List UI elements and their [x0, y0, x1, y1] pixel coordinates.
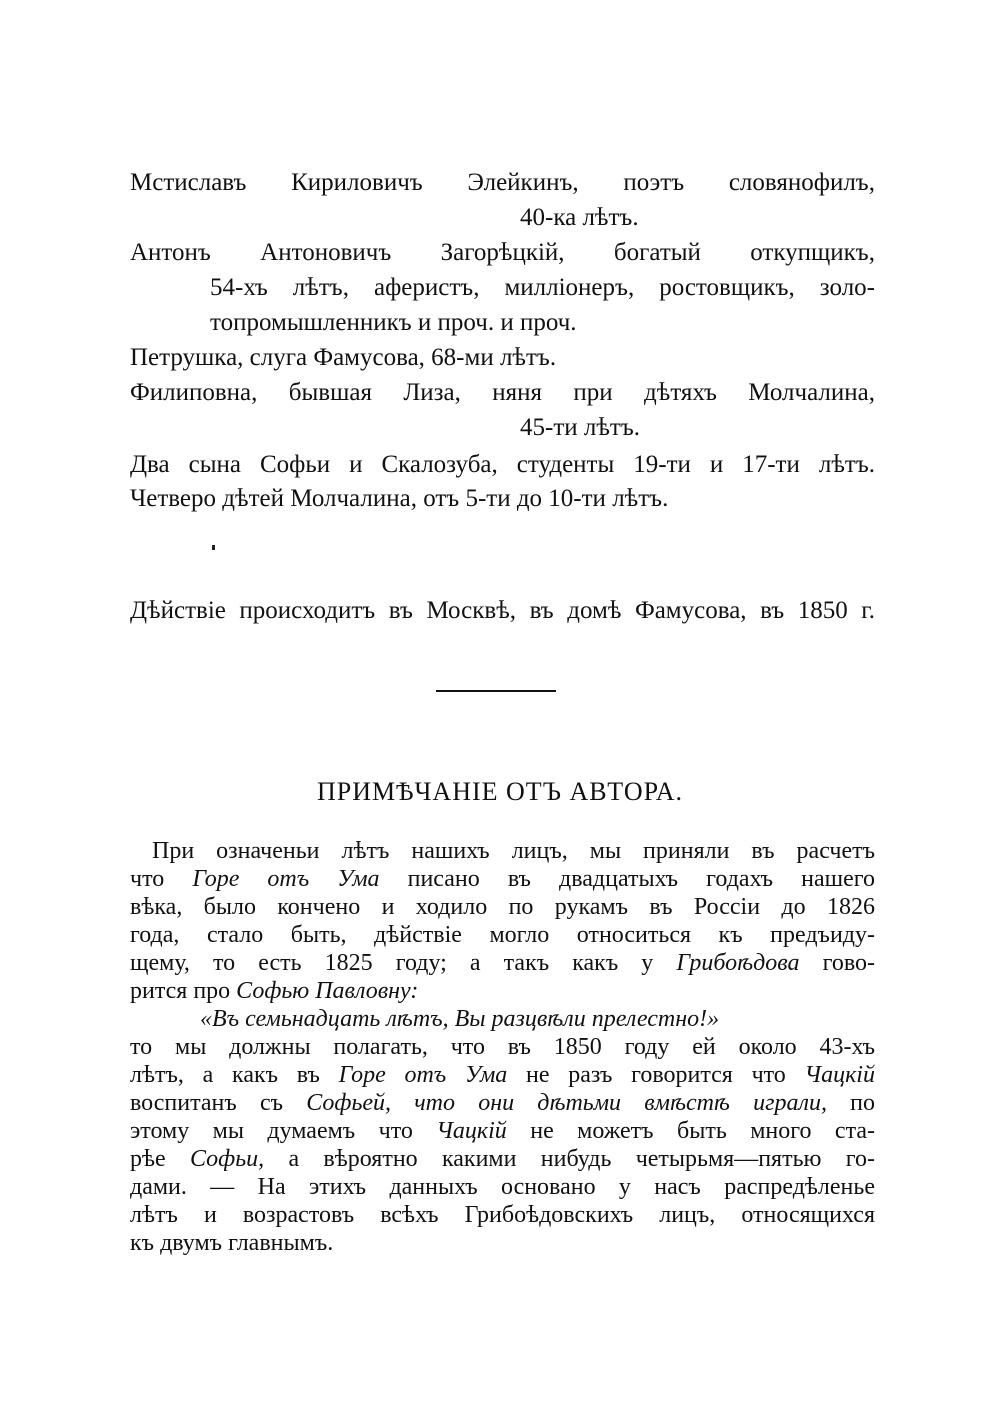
cast-anton-line1: Антонъ Антоновичъ Загорѣцкій, богатый откупщикъ, — [130, 239, 875, 266]
italic-name: Софью Павловну: — [236, 978, 419, 1004]
note-line-1: При означеньи лѣтъ нашихъ лицъ, мы приняли въ расчетъ — [152, 838, 875, 864]
stray-mark — [212, 545, 215, 550]
note-quote: «Въ семьнадцать лѣтъ, Вы разцвѣли прелестно!» — [200, 1006, 720, 1032]
cast-mstislav-line1: Мстиславъ Кириловичъ Элейкинъ, поэтъ словянофилъ, — [130, 169, 875, 196]
note-line-5: щему, то есть 1825 году; а такъ какъ у Грибоѣдова гово- — [130, 950, 876, 976]
note-heading: ПРИМѢЧАНІЕ ОТЪ АВТОРА. — [316, 777, 684, 806]
note-line-13: дами. — На этихъ данныхъ основано у насъ распредѣленье — [130, 1174, 875, 1200]
note-line-10: воспитанъ съ Софьей, что они дѣтьми вмѣстѣ играли, по — [130, 1090, 876, 1116]
cast-children: Четверо дѣтей Молчалина, отъ 5-ти до 10-ти лѣтъ. — [130, 485, 669, 512]
setting-line: Дѣйствіе происходитъ въ Москвѣ, въ домѣ Фамусова, въ 1850 г. — [130, 597, 875, 624]
note-line-3: вѣка, было кончено и ходило по рукамъ въ Россіи до 1826 — [130, 894, 875, 920]
cast-anton-line2: 54-хъ лѣтъ, аферистъ, милліонеръ, ростовщикъ, золо- — [210, 274, 875, 301]
cast-sons: Два сына Софьи и Скалозуба, студенты 19-ти и 17-ти лѣтъ. — [130, 451, 875, 478]
note-line-8: то мы должны полагать, что въ 1850 году ей около 43-хъ — [130, 1034, 875, 1060]
note-line-4: года, стало быть, дѣйствіе могло относиться къ предъиду- — [130, 922, 875, 948]
italic-title: Горе отъ Ума — [192, 866, 380, 892]
cast-filipovna-line1: Филиповна, бывшая Лиза, няня при дѣтяхъ Молчалина, — [130, 379, 875, 406]
italic-author: Грибоѣдова — [676, 950, 800, 976]
note-line-9: лѣтъ, а какъ въ Горе отъ Ума не разъ говорится что Чацкій — [130, 1062, 875, 1088]
note-line-12: рѣе Софьи, а вѣроятно какими нибудь четырьмя—пятью го- — [130, 1146, 875, 1172]
note-line-2: что Горе отъ Ума писано въ двадцатыхъ годахъ нашего — [130, 866, 876, 892]
cast-filipovna-line2: 45-ти лѣтъ. — [520, 414, 641, 441]
note-line-14: лѣтъ и возрастовъ всѣхъ Грибоѣдовскихъ лицъ, относящихся — [130, 1202, 875, 1228]
cast-petrushka: Петрушка, слуга Фамусова, 68-ми лѣтъ. — [130, 344, 557, 371]
note-line-15: къ двумъ главнымъ. — [130, 1230, 334, 1256]
note-line-6: рится про Софью Павловну: — [130, 978, 419, 1004]
cast-anton-line3: топромышленникъ и проч. и проч. — [210, 309, 577, 336]
cast-mstislav-line2: 40-ка лѣтъ. — [520, 204, 639, 231]
section-divider — [436, 690, 556, 692]
note-line-11: этому мы думаемъ что Чацкій не можетъ быть много ста- — [130, 1118, 876, 1144]
